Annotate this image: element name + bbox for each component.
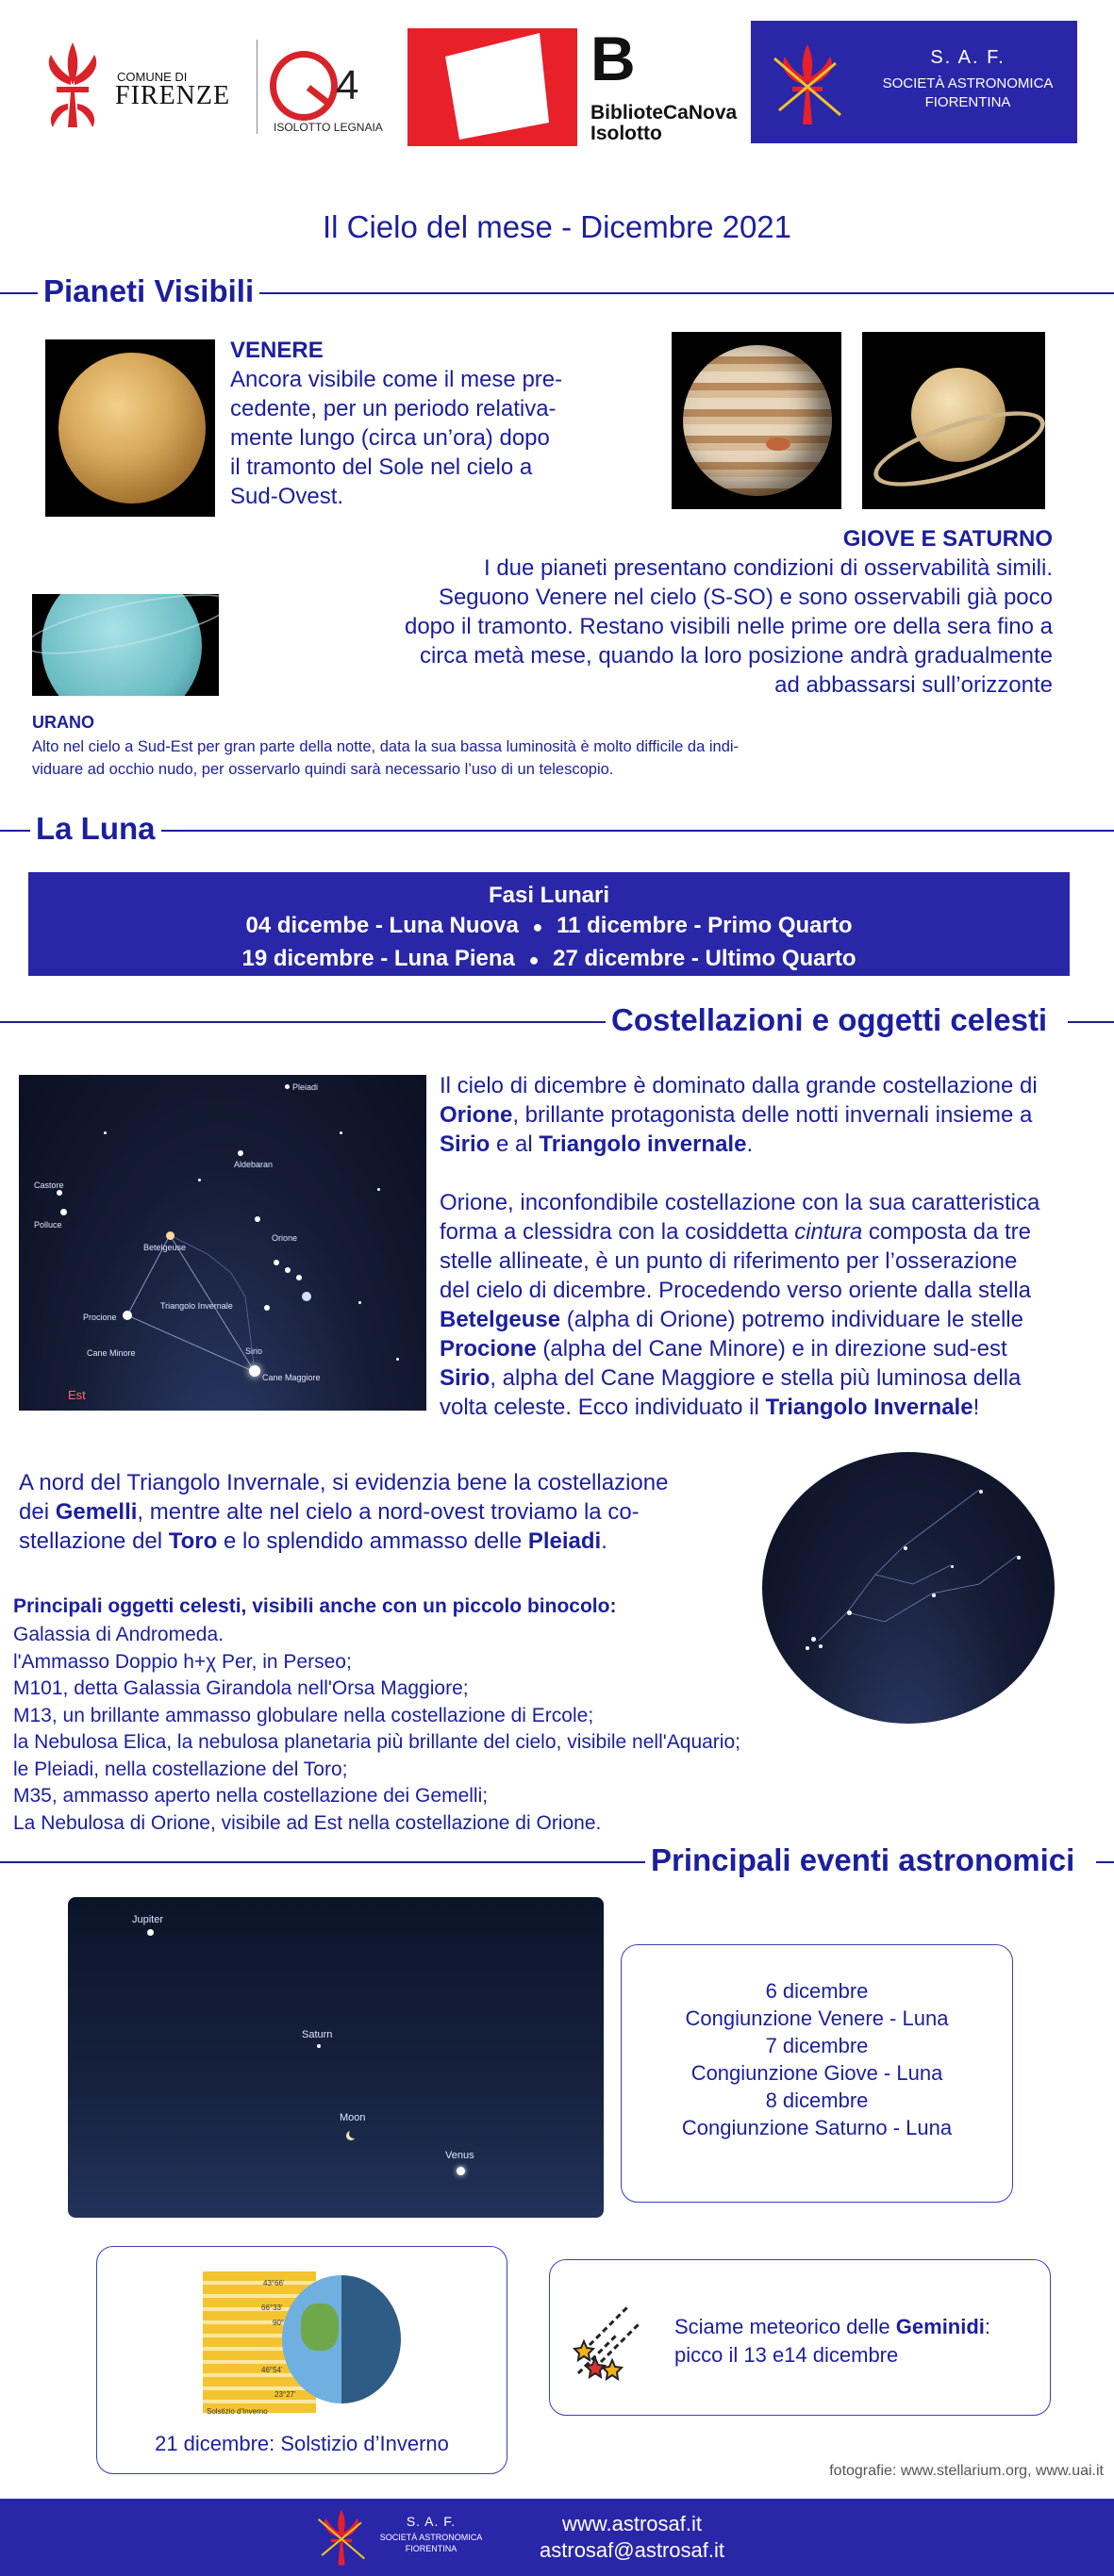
phase-last-quarter: 27 dicembre - Ultimo Quarto bbox=[553, 946, 856, 971]
footer-email-link[interactable]: astrosaf@astrosaf.it bbox=[540, 2538, 724, 2562]
js-line: I due pianeti presentano condizioni di osservabilità simili. bbox=[484, 555, 1053, 581]
star-bellatrix bbox=[255, 1216, 260, 1222]
saf-line2: SOCIETÀ ASTRONOMICA bbox=[882, 75, 1054, 91]
text-line bbox=[440, 1217, 1100, 1247]
uranus-line: Alto nel cielo a Sud-Est per gran parte della notte, data la sua bassa luminosità è molto difficile da indi- bbox=[32, 738, 740, 755]
constellations-heading: Costellazioni e oggetti celesti bbox=[606, 1002, 1053, 1038]
biblio-line2: Isolotto bbox=[590, 123, 662, 144]
evening-sky-image bbox=[68, 1897, 604, 2218]
object-item: La Nebulosa di Orione, visibile ad Est nella costellazione di Orione. bbox=[13, 1811, 602, 1834]
conj-item: 6 dicembre bbox=[765, 1979, 869, 2003]
text-run: forma a clessidra con la cosiddetta bbox=[440, 1219, 795, 1245]
object-item: M13, un brillante ammasso globulare nella costellazione di Ercole; bbox=[13, 1704, 594, 1726]
bold-term: Sirio bbox=[440, 1131, 490, 1157]
bold-term: Orione bbox=[440, 1102, 513, 1128]
conj-item: Congiunzione Venere - Luna bbox=[685, 2006, 949, 2030]
planets-rule-right bbox=[208, 292, 1114, 294]
label-pleiadi: Pleiadi bbox=[292, 1082, 319, 1092]
firenze-lily-icon bbox=[40, 38, 106, 132]
photo-credits: fotografie: www.stellarium.org, www.uai.it bbox=[829, 2463, 1104, 2479]
uranus-text bbox=[32, 735, 739, 781]
solstice-diagram bbox=[203, 2262, 401, 2419]
lunar-phases-box bbox=[28, 872, 1070, 976]
uranus-image bbox=[32, 594, 219, 696]
label-polluce: Polluce bbox=[34, 1220, 62, 1230]
earth-land bbox=[301, 2304, 339, 2351]
star-aldebaran bbox=[238, 1150, 243, 1156]
text-run: Il cielo di dicembre è dominato dalla grande costellazione di bbox=[440, 1073, 1038, 1098]
const-rule-left bbox=[0, 1021, 607, 1023]
venus-dot bbox=[457, 2167, 465, 2175]
text-line bbox=[19, 1497, 755, 1527]
text-run: , alpha del Cane Maggiore e stella più luminosa della bbox=[490, 1365, 1022, 1391]
conjunctions-box bbox=[621, 1944, 1013, 2203]
star-castor bbox=[57, 1190, 62, 1196]
conj-item: Congiunzione Giove - Luna bbox=[690, 2061, 943, 2085]
star-belt-2 bbox=[285, 1267, 291, 1273]
star-map bbox=[951, 1565, 954, 1568]
venus-planet bbox=[58, 353, 206, 504]
text-run: e al bbox=[490, 1131, 540, 1157]
q4-sub: ISOLOTTO LEGNAIA bbox=[274, 121, 383, 134]
venus-line: mente lungo (circa un’ora) dopo bbox=[230, 425, 550, 451]
phase-first-quarter: 11 dicembre - Primo Quarto bbox=[557, 913, 853, 938]
star-map bbox=[932, 1593, 936, 1597]
comune-line2: FIRENZE bbox=[115, 81, 231, 110]
saf-line3: FIORENTINA bbox=[924, 94, 1011, 110]
label-orione: Orione bbox=[272, 1233, 298, 1243]
saf-line1: S. A. F. bbox=[930, 47, 1006, 68]
biblio-red-logo bbox=[407, 28, 577, 146]
conj-item: 7 dicembre bbox=[765, 2034, 869, 2057]
gemini-lines bbox=[762, 1452, 1055, 1724]
star-saiph bbox=[264, 1305, 270, 1311]
header-logos bbox=[0, 0, 1114, 160]
bold-term: Toro bbox=[168, 1528, 218, 1554]
meteor-line1-bold: Geminidi bbox=[895, 2315, 985, 2338]
orion-star-map bbox=[19, 1075, 426, 1411]
jupiter-red-spot bbox=[766, 438, 790, 451]
text-line bbox=[440, 1334, 1100, 1363]
text-run: dei bbox=[19, 1499, 56, 1525]
planets-rule-left bbox=[0, 292, 38, 294]
triangle-lines bbox=[19, 1075, 426, 1411]
moon-crescent bbox=[349, 2129, 358, 2138]
meteor-line1-pre: Sciame meteorico delle bbox=[674, 2315, 896, 2338]
q4-logo bbox=[268, 47, 391, 141]
saf-lily-icon bbox=[770, 40, 845, 129]
planets-heading: Pianeti Visibili bbox=[38, 273, 259, 309]
label-cane-maggiore: Cane Maggiore bbox=[262, 1373, 321, 1382]
solstice-label-d: 46°54' bbox=[261, 2366, 283, 2374]
text-run: . bbox=[601, 1528, 607, 1554]
biblio-b: B bbox=[590, 24, 636, 93]
bold-term: Procione bbox=[440, 1336, 537, 1362]
meteor-line2: picco il 13 e14 dicembre bbox=[674, 2343, 899, 2367]
jupiter-image bbox=[672, 332, 841, 509]
object-item: la Nebulosa Elica, la nebulosa planetaria più brillante del cielo, visibile nell'Aquario; bbox=[13, 1731, 740, 1753]
solstice-label-a: 43°66' bbox=[263, 2279, 285, 2287]
text-run: A nord del Triangolo Invernale, si evidenzia bene la costellazione bbox=[19, 1470, 669, 1495]
object-item: Galassia di Andromeda. bbox=[13, 1624, 224, 1645]
gemini-star-map bbox=[762, 1452, 1055, 1724]
text-run: del cielo di dicembre. Procedendo verso oriente dalla stella bbox=[440, 1278, 1032, 1303]
header-divider bbox=[257, 40, 258, 134]
js-line: dopo il tramonto. Restano visibili nelle prime ore della sera fino a bbox=[404, 614, 1053, 639]
text-run: . bbox=[746, 1131, 754, 1157]
text-run: (alpha del Cane Minore) e in direzione sud-est bbox=[536, 1336, 1007, 1362]
bold-term: Triangolo invernale bbox=[539, 1131, 747, 1157]
text-run: (alpha di Orione) potremo individuare le stelle bbox=[560, 1307, 1023, 1332]
star-pleiades-cluster bbox=[806, 1646, 809, 1650]
footer-saf-line2: SOCIETÀ ASTRONOMICA bbox=[379, 2533, 483, 2542]
q4-q-shape bbox=[270, 51, 338, 121]
label-procione: Procione bbox=[83, 1313, 117, 1322]
events-rule-left bbox=[0, 1861, 647, 1863]
text-run: ! bbox=[973, 1395, 980, 1420]
star-field bbox=[104, 1131, 107, 1134]
label-sirio: Sirio bbox=[245, 1346, 263, 1356]
footer bbox=[0, 2499, 1114, 2576]
js-line: circa metà mese, quando la loro posizione andrà gradualmente bbox=[419, 643, 1053, 669]
objects-list bbox=[13, 1622, 740, 1837]
objects-title: Principali oggetti celesti, visibili anche con un piccolo binocolo: bbox=[13, 1595, 617, 1617]
text-line bbox=[19, 1468, 755, 1497]
phase-new-moon: 04 dicembe - Luna Nuova bbox=[245, 913, 519, 938]
phases-row-1 bbox=[28, 910, 1070, 943]
star-field bbox=[396, 1358, 399, 1361]
object-item: M35, ammasso aperto nella costellazione dei Gemelli; bbox=[13, 1785, 489, 1807]
jupiter-dot bbox=[147, 1929, 154, 1936]
uranus-line: viduare ad occhio nudo, per osservarlo quindi sarà necessario l’uso di un telescopio. bbox=[32, 761, 614, 778]
moon-rule-left bbox=[0, 830, 32, 832]
star-field bbox=[377, 1188, 380, 1191]
text-line bbox=[440, 1305, 1100, 1334]
solstice-label-e: 23°27' bbox=[274, 2390, 296, 2399]
bold-term: Triangolo Invernale bbox=[765, 1395, 973, 1420]
venus-line: Sud-Ovest. bbox=[230, 484, 344, 509]
text-line bbox=[440, 1363, 1100, 1393]
bold-term: Betelgeuse bbox=[440, 1307, 561, 1332]
text-line bbox=[440, 1247, 1100, 1276]
venus-text bbox=[230, 365, 562, 511]
footer-lily-icon bbox=[315, 2506, 368, 2568]
star-belt-3 bbox=[296, 1275, 302, 1280]
label-east: Est bbox=[68, 1388, 86, 1402]
venus-line: il tramonto del Sole nel cielo a bbox=[230, 454, 533, 480]
venus-line: cedente, per un periodo relativa- bbox=[230, 396, 557, 421]
text-run: volta celeste. Ecco individuato il bbox=[440, 1395, 766, 1420]
star-procyon bbox=[123, 1311, 132, 1320]
events-rule-right bbox=[1096, 1861, 1114, 1863]
conj-item: 8 dicembre bbox=[765, 2089, 869, 2112]
star-pleiades-cluster bbox=[819, 1644, 823, 1648]
star-pleiades-cluster bbox=[811, 1637, 816, 1642]
venus-line: Ancora visibile come il mese pre- bbox=[230, 367, 563, 392]
saturn-dot bbox=[317, 2044, 321, 2048]
events-heading: Principali eventi astronomici bbox=[645, 1842, 1080, 1878]
star-field bbox=[358, 1301, 361, 1304]
solstice-label-b: 66°33' bbox=[261, 2304, 283, 2312]
jupiter-saturn-text bbox=[283, 553, 1053, 700]
jupiter-planet bbox=[683, 345, 832, 496]
meteor-line1 bbox=[674, 2315, 990, 2339]
star-rigel bbox=[302, 1292, 311, 1301]
phase-bullet: ● bbox=[528, 950, 540, 969]
text-run: Orione, inconfondibile costellazione con la sua caratteristica bbox=[440, 1190, 1040, 1215]
solstice-label-f: Solstizio d'Inverno bbox=[207, 2407, 268, 2416]
star-field bbox=[340, 1131, 342, 1134]
star-betelgeuse bbox=[166, 1231, 175, 1240]
text-run: stellazione del bbox=[19, 1528, 169, 1554]
js-line: ad abbassarsi sull’orizzonte bbox=[774, 672, 1053, 698]
text-line bbox=[440, 1130, 1100, 1159]
solstice-label-c: 90° bbox=[273, 2319, 285, 2327]
constellations-paragraph-1 bbox=[440, 1071, 1100, 1159]
saturn-image bbox=[862, 332, 1045, 509]
bold-term: Sirio bbox=[440, 1365, 490, 1391]
object-item: l'Ammasso Doppio h+χ Per, in Perseo; bbox=[13, 1650, 352, 1673]
venus-image bbox=[45, 339, 215, 517]
earth-globe bbox=[282, 2275, 401, 2403]
italic-term: cintura bbox=[794, 1219, 863, 1245]
text-line bbox=[440, 1071, 1100, 1100]
text-line bbox=[19, 1527, 755, 1556]
moon-heading: La Luna bbox=[30, 811, 161, 847]
meteor-box bbox=[549, 2259, 1051, 2416]
star-map bbox=[979, 1490, 983, 1494]
moon-rule-right bbox=[160, 830, 1114, 832]
solstice-box bbox=[96, 2246, 507, 2474]
object-item: M101, detta Galassia Girandola nell'Orsa Maggiore; bbox=[13, 1677, 469, 1699]
label-cane-minore: Cane Minore bbox=[87, 1348, 136, 1358]
phases-row-2 bbox=[28, 943, 1070, 976]
star-map bbox=[1017, 1556, 1021, 1560]
footer-website-link[interactable]: www.astrosaf.it bbox=[562, 2512, 702, 2535]
label-betelgeuse: Betelgeuse bbox=[143, 1243, 187, 1252]
label-castore: Castore bbox=[34, 1181, 64, 1190]
text-line bbox=[440, 1276, 1100, 1305]
star-pleiades bbox=[285, 1084, 290, 1089]
star-belt-1 bbox=[274, 1260, 279, 1265]
text-run: e lo splendido ammasso delle bbox=[217, 1528, 528, 1554]
star-field bbox=[198, 1179, 201, 1181]
bold-term: Pleiadi bbox=[527, 1528, 602, 1554]
footer-saf-line1: S. A. F. bbox=[406, 2514, 457, 2529]
shooting-stars-icon bbox=[571, 2288, 646, 2383]
star-pollux bbox=[60, 1209, 67, 1215]
biblio-line1: BiblioteCaNova bbox=[590, 102, 738, 124]
text-run: , brillante protagonista delle notti invernali insieme a bbox=[512, 1102, 1033, 1128]
object-item: le Pleiadi, nella costellazione del Toro; bbox=[13, 1758, 348, 1780]
phase-bullet: ● bbox=[532, 917, 543, 936]
const-rule-right bbox=[1068, 1021, 1114, 1023]
uranus-title: URANO bbox=[32, 713, 94, 732]
constellations-paragraph-3 bbox=[19, 1468, 755, 1556]
label-jupiter: Jupiter bbox=[132, 1914, 164, 1925]
footer-saf-line3: FIORENTINA bbox=[405, 2544, 457, 2553]
saf-logo-box bbox=[751, 21, 1077, 143]
conj-item: Congiunzione Saturno - Luna bbox=[681, 2116, 953, 2139]
text-run: stelle allineate, è un punto di riferimento per l’osserazione bbox=[440, 1248, 1018, 1274]
conjunctions-list bbox=[622, 1977, 1012, 2141]
venus-title: VENERE bbox=[230, 338, 324, 363]
page-title: Il Cielo del mese - Dicembre 2021 bbox=[322, 209, 792, 244]
constellations-paragraph-2 bbox=[440, 1188, 1100, 1422]
star-sirius bbox=[249, 1365, 260, 1377]
label-venus: Venus bbox=[445, 2150, 474, 2161]
comune-line1: COMUNE DI bbox=[117, 70, 188, 84]
bold-term: Gemelli bbox=[55, 1499, 138, 1525]
text-line bbox=[440, 1393, 1100, 1422]
label-saturn: Saturn bbox=[302, 2029, 333, 2040]
text-line bbox=[440, 1100, 1100, 1130]
text-run: composta da tre bbox=[862, 1219, 1031, 1245]
label-aldebaran: Aldebaran bbox=[234, 1160, 274, 1169]
label-moon: Moon bbox=[340, 2112, 366, 2123]
q4-number: 4 bbox=[336, 62, 359, 108]
meteor-line1-post: : bbox=[984, 2315, 991, 2338]
text-run: , mentre alte nel cielo a nord-ovest troviamo la co- bbox=[137, 1499, 640, 1525]
solstice-caption: 21 dicembre: Solstizio d’Inverno bbox=[155, 2432, 449, 2455]
text-line bbox=[440, 1188, 1100, 1217]
label-triangolo: Triangolo Invernale bbox=[160, 1301, 233, 1311]
phases-title: Fasi Lunari bbox=[488, 883, 610, 908]
js-line: Seguono Venere nel cielo (S-SO) e sono osservabili già poco bbox=[438, 585, 1053, 610]
star-map bbox=[847, 1610, 852, 1615]
jupiter-saturn-title: GIOVE E SATURNO bbox=[842, 526, 1053, 552]
star-map bbox=[904, 1546, 907, 1550]
phase-full-moon: 19 dicembre - Luna Piena bbox=[241, 946, 515, 971]
